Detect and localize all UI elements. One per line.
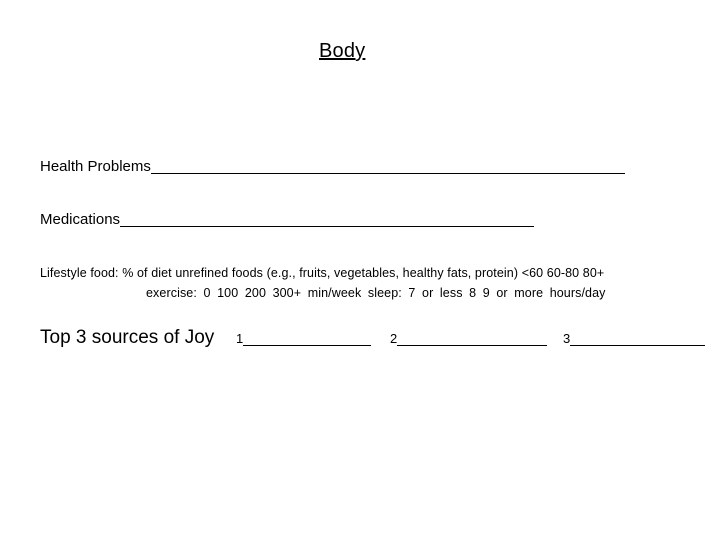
joy-field-3[interactable] bbox=[570, 333, 705, 346]
joy-slot-1 bbox=[236, 331, 371, 347]
health-problems-field[interactable] bbox=[151, 159, 625, 174]
page-title: Body bbox=[319, 40, 366, 62]
joy-slot-3 bbox=[563, 331, 705, 347]
joy-label: Top 3 sources of Joy bbox=[40, 327, 215, 348]
joy-field-2[interactable] bbox=[397, 333, 547, 346]
medications-row bbox=[40, 211, 534, 229]
joy-slot-number: 2 bbox=[390, 331, 398, 346]
joy-field-1[interactable] bbox=[243, 333, 371, 346]
medications-label: Medications bbox=[40, 211, 121, 228]
lifestyle-exercise-sleep-line: exercise: 0 100 200 300+ min/week sleep: 7 or less 8 9 or more hours/day bbox=[146, 286, 606, 300]
medications-field[interactable] bbox=[120, 212, 534, 227]
health-problems-label: Health Problems bbox=[40, 158, 151, 175]
joy-slot-number: 3 bbox=[563, 331, 571, 346]
joy-slot-2 bbox=[390, 331, 547, 347]
joy-slot-number: 1 bbox=[236, 331, 244, 346]
lifestyle-food-line: Lifestyle food: % of diet unrefined foods (e.g., fruits, vegetables, healthy fats, protein) <60 60-80 80+ bbox=[40, 266, 605, 280]
health-problems-row bbox=[40, 158, 625, 176]
